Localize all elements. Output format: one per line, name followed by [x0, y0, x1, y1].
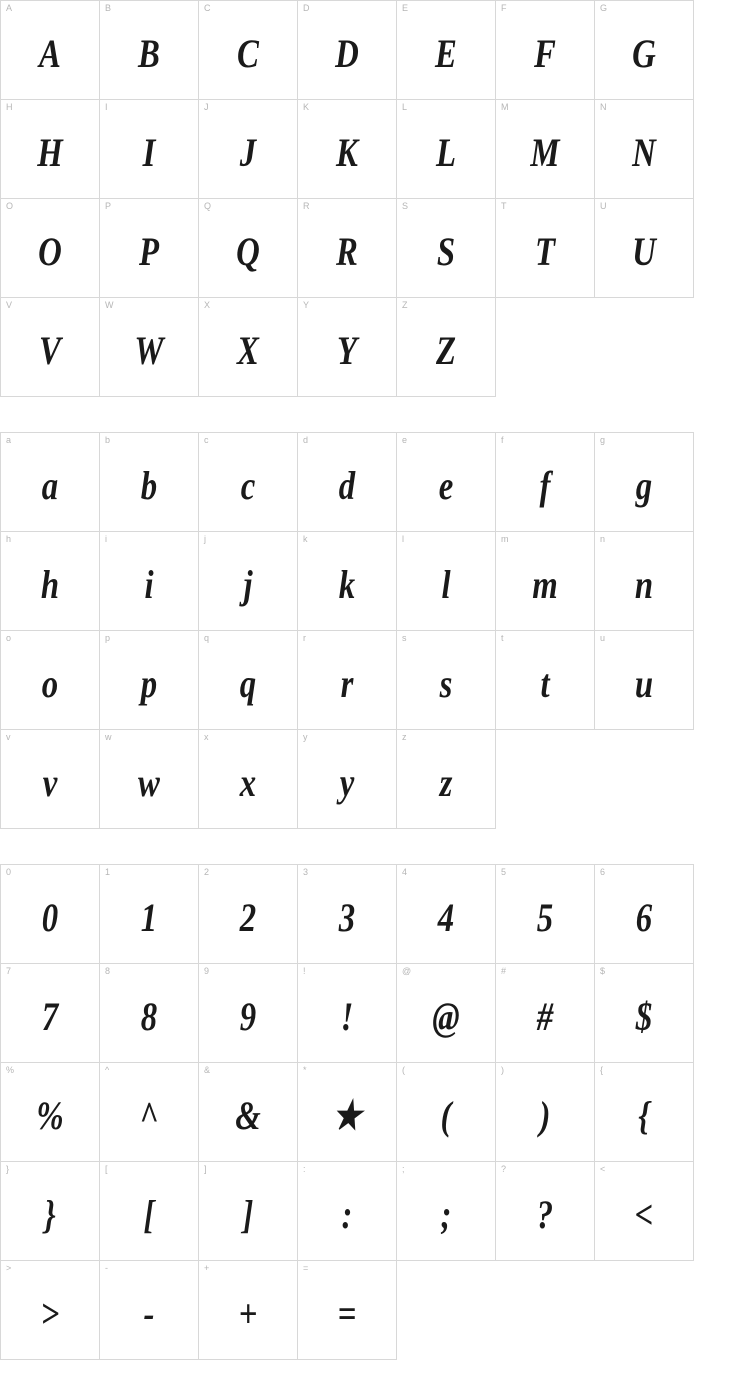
- glyph-cell[interactable]: [198, 630, 298, 730]
- glyph-cell-code: W: [105, 300, 114, 310]
- glyph-cell-character: x: [239, 759, 257, 805]
- glyph-cell-character: G: [632, 30, 656, 76]
- glyph-cell-character: q: [239, 660, 257, 706]
- glyph-cell-code: 8: [105, 966, 111, 976]
- glyph-cell[interactable]: [297, 432, 397, 532]
- glyph-cell[interactable]: [0, 432, 100, 532]
- glyph-cell-character: 4: [437, 894, 455, 940]
- glyph-row: [0, 198, 740, 297]
- glyph-cell[interactable]: [198, 198, 298, 298]
- glyph-cell[interactable]: [396, 297, 496, 397]
- glyph-cell[interactable]: [495, 630, 595, 730]
- glyph-cell[interactable]: [99, 963, 199, 1063]
- glyph-cell[interactable]: [99, 1161, 199, 1261]
- glyph-cell-character: @: [432, 993, 460, 1039]
- glyph-cell[interactable]: [99, 864, 199, 964]
- glyph-cell-character: {: [638, 1092, 650, 1138]
- glyph-cell[interactable]: [297, 99, 397, 199]
- glyph-cell[interactable]: [396, 864, 496, 964]
- glyph-cell-code: ^: [105, 1065, 110, 1075]
- glyph-cell-code: J: [204, 102, 209, 112]
- glyph-cell-code: x: [204, 732, 209, 742]
- glyph-cell[interactable]: [495, 99, 595, 199]
- glyph-cell[interactable]: [495, 198, 595, 298]
- glyph-cell-character: X: [237, 327, 259, 373]
- glyph-cell-character: T: [534, 228, 556, 274]
- glyph-cell-character: !: [340, 993, 354, 1039]
- glyph-cell[interactable]: [594, 99, 694, 199]
- glyph-cell-code: u: [600, 633, 606, 643]
- glyph-row: [0, 729, 740, 828]
- glyph-cell-character: a: [41, 462, 59, 508]
- glyph-cell-code: {: [600, 1065, 604, 1075]
- glyph-cell-code: Y: [303, 300, 310, 310]
- glyph-cell-character: 2: [239, 894, 257, 940]
- glyph-block-lowercase: [0, 432, 740, 828]
- glyph-row: [0, 630, 740, 729]
- glyph-cell-character: i: [144, 561, 154, 607]
- glyph-cell[interactable]: [396, 729, 496, 829]
- glyph-cell-character: 9: [239, 993, 257, 1039]
- glyph-cell[interactable]: [396, 432, 496, 532]
- glyph-cell[interactable]: [594, 198, 694, 298]
- glyph-cell-code: :: [303, 1164, 306, 1174]
- glyph-cell-code: D: [303, 3, 310, 13]
- glyph-cell[interactable]: [0, 198, 100, 298]
- glyph-block-uppercase: [0, 0, 740, 396]
- glyph-cell[interactable]: [396, 1161, 496, 1261]
- glyph-cell-empty: [495, 729, 595, 829]
- glyph-cell-code: m: [501, 534, 509, 544]
- glyph-cell-empty: [495, 1260, 595, 1360]
- glyph-cell[interactable]: [594, 963, 694, 1063]
- glyph-cell-character: (: [440, 1092, 452, 1138]
- glyph-cell-character: <: [634, 1191, 654, 1237]
- glyph-cell-code: H: [6, 102, 13, 112]
- glyph-cell-character: M: [530, 129, 560, 175]
- glyph-cell[interactable]: [0, 297, 100, 397]
- glyph-cell[interactable]: [396, 630, 496, 730]
- glyph-cell[interactable]: [0, 963, 100, 1063]
- glyph-cell-empty: [594, 1260, 694, 1360]
- glyph-cell-character: l: [441, 561, 451, 607]
- glyph-cell[interactable]: [99, 630, 199, 730]
- glyph-cell-character: =: [337, 1290, 357, 1336]
- glyph-cell[interactable]: [0, 864, 100, 964]
- glyph-cell-code: =: [303, 1263, 309, 1273]
- glyph-cell[interactable]: [495, 864, 595, 964]
- glyph-cell-character: H: [37, 129, 63, 175]
- glyph-cell[interactable]: [99, 432, 199, 532]
- glyph-cell-character: %: [36, 1092, 64, 1138]
- glyph-cell[interactable]: [396, 963, 496, 1063]
- glyph-cell-character: N: [632, 129, 656, 175]
- glyph-cell-code: 1: [105, 867, 111, 877]
- glyph-cell-character: 8: [140, 993, 158, 1039]
- glyph-cell-character: V: [39, 327, 61, 373]
- glyph-block-digits-and-symbols: [0, 864, 740, 1359]
- glyph-cell-code: C: [204, 3, 211, 13]
- glyph-cell[interactable]: [495, 0, 595, 100]
- glyph-cell-code: 5: [501, 867, 507, 877]
- glyph-cell-code: j: [204, 534, 206, 544]
- glyph-cell-character: A: [39, 30, 61, 76]
- glyph-cell-code: o: [6, 633, 12, 643]
- glyph-cell[interactable]: [594, 432, 694, 532]
- glyph-cell-character: f: [539, 462, 551, 508]
- glyph-cell[interactable]: [594, 1161, 694, 1261]
- glyph-cell-code: %: [6, 1065, 15, 1075]
- glyph-cell-code: t: [501, 633, 504, 643]
- glyph-cell-character: >: [40, 1290, 60, 1336]
- glyph-cell-code: R: [303, 201, 310, 211]
- glyph-cell-code: h: [6, 534, 12, 544]
- glyph-cell-code: 0: [6, 867, 12, 877]
- glyph-cell-character: w: [138, 759, 160, 805]
- glyph-cell-character: 0: [41, 894, 59, 940]
- glyph-cell-code: @: [402, 966, 412, 976]
- glyph-cell-character: m: [532, 561, 558, 607]
- glyph-row: [0, 1062, 740, 1161]
- glyph-cell-character: r: [340, 660, 354, 706]
- glyph-cell-character: g: [635, 462, 653, 508]
- glyph-cell-code: ;: [402, 1164, 405, 1174]
- glyph-cell-code: k: [303, 534, 308, 544]
- glyph-cell[interactable]: [198, 297, 298, 397]
- glyph-cell-code: i: [105, 534, 107, 544]
- glyph-cell-character: ^: [139, 1092, 159, 1138]
- glyph-cell-character: 6: [635, 894, 653, 940]
- glyph-cell-code: >: [6, 1263, 12, 1273]
- glyph-cell-code: p: [105, 633, 111, 643]
- glyph-cell-code: ?: [501, 1164, 507, 1174]
- glyph-cell-code: Z: [402, 300, 408, 310]
- glyph-cell-character: [: [143, 1191, 155, 1237]
- glyph-cell[interactable]: [198, 0, 298, 100]
- glyph-cell-code: e: [402, 435, 408, 445]
- glyph-cell-character: U: [632, 228, 656, 274]
- glyph-cell-character: c: [240, 462, 256, 508]
- glyph-cell[interactable]: [198, 1161, 298, 1261]
- glyph-cell[interactable]: [297, 1062, 397, 1162]
- glyph-cell[interactable]: [297, 0, 397, 100]
- sheet-bottom-spacer: [0, 1359, 740, 1379]
- glyph-cell-code: <: [600, 1164, 606, 1174]
- glyph-cell[interactable]: [0, 531, 100, 631]
- glyph-cell[interactable]: [198, 1260, 298, 1360]
- glyph-cell[interactable]: [396, 1062, 496, 1162]
- glyph-cell-code: s: [402, 633, 407, 643]
- glyph-cell-code: 3: [303, 867, 309, 877]
- glyph-row: [0, 0, 740, 99]
- glyph-cell-character: -: [143, 1290, 155, 1336]
- glyph-cell-character: n: [634, 561, 654, 607]
- glyph-cell-character: 5: [536, 894, 554, 940]
- glyph-cell-code: q: [204, 633, 210, 643]
- glyph-cell-empty: [594, 729, 694, 829]
- glyph-cell[interactable]: [99, 1260, 199, 1360]
- glyph-row: [0, 864, 740, 963]
- glyph-cell-code: L: [402, 102, 408, 112]
- glyph-cell-character: B: [138, 30, 160, 76]
- glyph-cell-code: E: [402, 3, 409, 13]
- glyph-cell-character: s: [439, 660, 453, 706]
- glyph-cell[interactable]: [0, 1062, 100, 1162]
- glyph-cell-code: V: [6, 300, 13, 310]
- glyph-cell-code: B: [105, 3, 112, 13]
- glyph-cell-code: c: [204, 435, 209, 445]
- glyph-cell-code: y: [303, 732, 308, 742]
- glyph-cell-character: J: [239, 129, 257, 175]
- glyph-cell-character: :: [341, 1191, 353, 1237]
- glyph-cell-character: ★: [332, 1092, 362, 1138]
- glyph-row: [0, 99, 740, 198]
- glyph-cell-code: b: [105, 435, 111, 445]
- glyph-cell[interactable]: [198, 531, 298, 631]
- glyph-cell[interactable]: [99, 531, 199, 631]
- glyph-cell-code: a: [6, 435, 12, 445]
- block-separator: [0, 396, 740, 432]
- glyph-cell-empty: [396, 1260, 496, 1360]
- glyph-cell[interactable]: [495, 1161, 595, 1261]
- glyph-cell-character: 1: [140, 894, 158, 940]
- glyph-cell-code: z: [402, 732, 407, 742]
- glyph-cell-character: p: [140, 660, 158, 706]
- glyph-cell-character: b: [140, 462, 158, 508]
- glyph-cell-character: I: [142, 129, 156, 175]
- glyph-row: [0, 1260, 740, 1359]
- glyph-cell-character: &: [235, 1092, 261, 1138]
- glyph-cell-code: -: [105, 1263, 108, 1273]
- glyph-cell-character: 7: [41, 993, 59, 1039]
- glyph-cell[interactable]: [198, 99, 298, 199]
- glyph-cell[interactable]: [297, 630, 397, 730]
- glyph-cell-character: #: [536, 993, 554, 1039]
- glyph-cell[interactable]: [297, 531, 397, 631]
- glyph-cell-character: d: [338, 462, 356, 508]
- glyph-cell-code: U: [600, 201, 607, 211]
- glyph-cell-code: ): [501, 1065, 504, 1075]
- glyph-cell[interactable]: [99, 0, 199, 100]
- glyph-cell[interactable]: [99, 1062, 199, 1162]
- glyph-cell-character: E: [435, 30, 457, 76]
- glyph-cell-character: K: [336, 129, 358, 175]
- glyph-cell-code: l: [402, 534, 404, 544]
- glyph-cell-code: }: [6, 1164, 10, 1174]
- glyph-cell-code: I: [105, 102, 108, 112]
- glyph-cell-code: G: [600, 3, 608, 13]
- glyph-cell-character: y: [339, 759, 355, 805]
- glyph-cell-code: O: [6, 201, 14, 211]
- glyph-cell-character: ;: [440, 1191, 452, 1237]
- glyph-cell-character: Y: [336, 327, 358, 373]
- glyph-cell-code: g: [600, 435, 606, 445]
- glyph-cell-character: S: [436, 228, 456, 274]
- glyph-cell-code: *: [303, 1065, 307, 1075]
- glyph-cell[interactable]: [198, 864, 298, 964]
- glyph-cell-code: S: [402, 201, 409, 211]
- glyph-cell-code: 4: [402, 867, 408, 877]
- glyph-cell-code: v: [6, 732, 11, 742]
- glyph-cell-code: M: [501, 102, 509, 112]
- glyph-cell-character: F: [534, 30, 556, 76]
- glyph-cell-code: +: [204, 1263, 210, 1273]
- glyph-cell-character: e: [438, 462, 454, 508]
- glyph-cell[interactable]: [594, 531, 694, 631]
- glyph-cell[interactable]: [0, 99, 100, 199]
- glyph-cell[interactable]: [396, 198, 496, 298]
- glyph-cell-code: K: [303, 102, 310, 112]
- glyph-cell-code: N: [600, 102, 607, 112]
- glyph-cell[interactable]: [198, 729, 298, 829]
- glyph-cell-code: 7: [6, 966, 12, 976]
- glyph-cell[interactable]: [0, 630, 100, 730]
- glyph-cell[interactable]: [495, 432, 595, 532]
- glyph-cell[interactable]: [297, 198, 397, 298]
- glyph-cell-character: 3: [338, 894, 356, 940]
- glyph-cell[interactable]: [396, 99, 496, 199]
- glyph-row: [0, 531, 740, 630]
- glyph-cell-code: &: [204, 1065, 211, 1075]
- glyph-cell[interactable]: [297, 729, 397, 829]
- glyph-cell-empty: [495, 297, 595, 397]
- glyph-cell-code: F: [501, 3, 507, 13]
- glyph-cell-character: L: [435, 129, 457, 175]
- glyph-cell[interactable]: [594, 0, 694, 100]
- glyph-cell-code: $: [600, 966, 606, 976]
- block-separator: [0, 828, 740, 864]
- glyph-cell-character: O: [38, 228, 62, 274]
- glyph-row: [0, 297, 740, 396]
- glyph-cell-character: z: [439, 759, 453, 805]
- glyph-cell-character: ?: [536, 1191, 554, 1237]
- glyph-cell[interactable]: [594, 1062, 694, 1162]
- glyph-cell-character: j: [243, 561, 253, 607]
- glyph-cell-character: +: [238, 1290, 258, 1336]
- glyph-cell-code: [: [105, 1164, 108, 1174]
- glyph-cell-code: r: [303, 633, 306, 643]
- glyph-cell-character: k: [338, 561, 356, 607]
- glyph-cell-character: ): [539, 1092, 551, 1138]
- glyph-cell-character: R: [336, 228, 358, 274]
- glyph-cell[interactable]: [0, 729, 100, 829]
- glyph-cell[interactable]: [495, 963, 595, 1063]
- glyph-cell-code: n: [600, 534, 606, 544]
- glyph-cell[interactable]: [0, 1260, 100, 1360]
- glyph-cell[interactable]: [495, 1062, 595, 1162]
- glyph-cell-code: A: [6, 3, 13, 13]
- glyph-cell-character: Z: [435, 327, 457, 373]
- glyph-cell-code: T: [501, 201, 507, 211]
- glyph-cell-code: d: [303, 435, 309, 445]
- glyph-cell-character: P: [138, 228, 160, 274]
- glyph-cell-code: P: [105, 201, 112, 211]
- glyph-cell[interactable]: [297, 963, 397, 1063]
- glyph-cell[interactable]: [297, 1260, 397, 1360]
- glyph-cell-code: w: [105, 732, 112, 742]
- glyph-cell[interactable]: [99, 99, 199, 199]
- glyph-cell[interactable]: [99, 729, 199, 829]
- glyph-cell-code: !: [303, 966, 306, 976]
- glyph-cell[interactable]: [297, 1161, 397, 1261]
- glyph-cell[interactable]: [0, 1161, 100, 1261]
- glyph-cell-character: o: [41, 660, 59, 706]
- glyph-cell[interactable]: [297, 297, 397, 397]
- glyph-cell-code: ]: [204, 1164, 207, 1174]
- glyph-cell[interactable]: [594, 864, 694, 964]
- glyph-cell-code: Q: [204, 201, 212, 211]
- glyph-cell-code: (: [402, 1065, 405, 1075]
- glyph-cell-code: 9: [204, 966, 210, 976]
- glyph-cell-code: 6: [600, 867, 606, 877]
- glyph-cell-code: X: [204, 300, 211, 310]
- glyph-cell[interactable]: [99, 198, 199, 298]
- glyph-cell-character: $: [635, 993, 653, 1039]
- glyph-cell[interactable]: [396, 0, 496, 100]
- glyph-cell-code: #: [501, 966, 507, 976]
- glyph-cell-character: Q: [236, 228, 260, 274]
- glyph-row: [0, 1161, 740, 1260]
- glyph-cell[interactable]: [396, 531, 496, 631]
- glyph-row: [0, 432, 740, 531]
- glyph-cell-character: }: [44, 1191, 56, 1237]
- glyph-cell-character: h: [40, 561, 60, 607]
- glyph-cell-character: v: [42, 759, 58, 805]
- glyph-cell[interactable]: [495, 531, 595, 631]
- glyph-cell-character: u: [634, 660, 654, 706]
- glyph-cell-empty: [594, 297, 694, 397]
- glyph-cell[interactable]: [198, 1062, 298, 1162]
- glyph-cell-code: 2: [204, 867, 210, 877]
- glyph-cell-character: C: [237, 30, 259, 76]
- glyph-cell[interactable]: [99, 297, 199, 397]
- glyph-cell-character: W: [134, 327, 164, 373]
- glyph-cell[interactable]: [198, 963, 298, 1063]
- glyph-cell-character: t: [540, 660, 550, 706]
- glyph-cell-character: D: [335, 30, 359, 76]
- glyph-row: [0, 963, 740, 1062]
- glyph-cell[interactable]: [0, 0, 100, 100]
- glyph-cell[interactable]: [594, 630, 694, 730]
- glyph-cell[interactable]: [297, 864, 397, 964]
- glyph-cell-character: ]: [242, 1191, 254, 1237]
- glyph-cell[interactable]: [198, 432, 298, 532]
- glyph-cell-code: f: [501, 435, 504, 445]
